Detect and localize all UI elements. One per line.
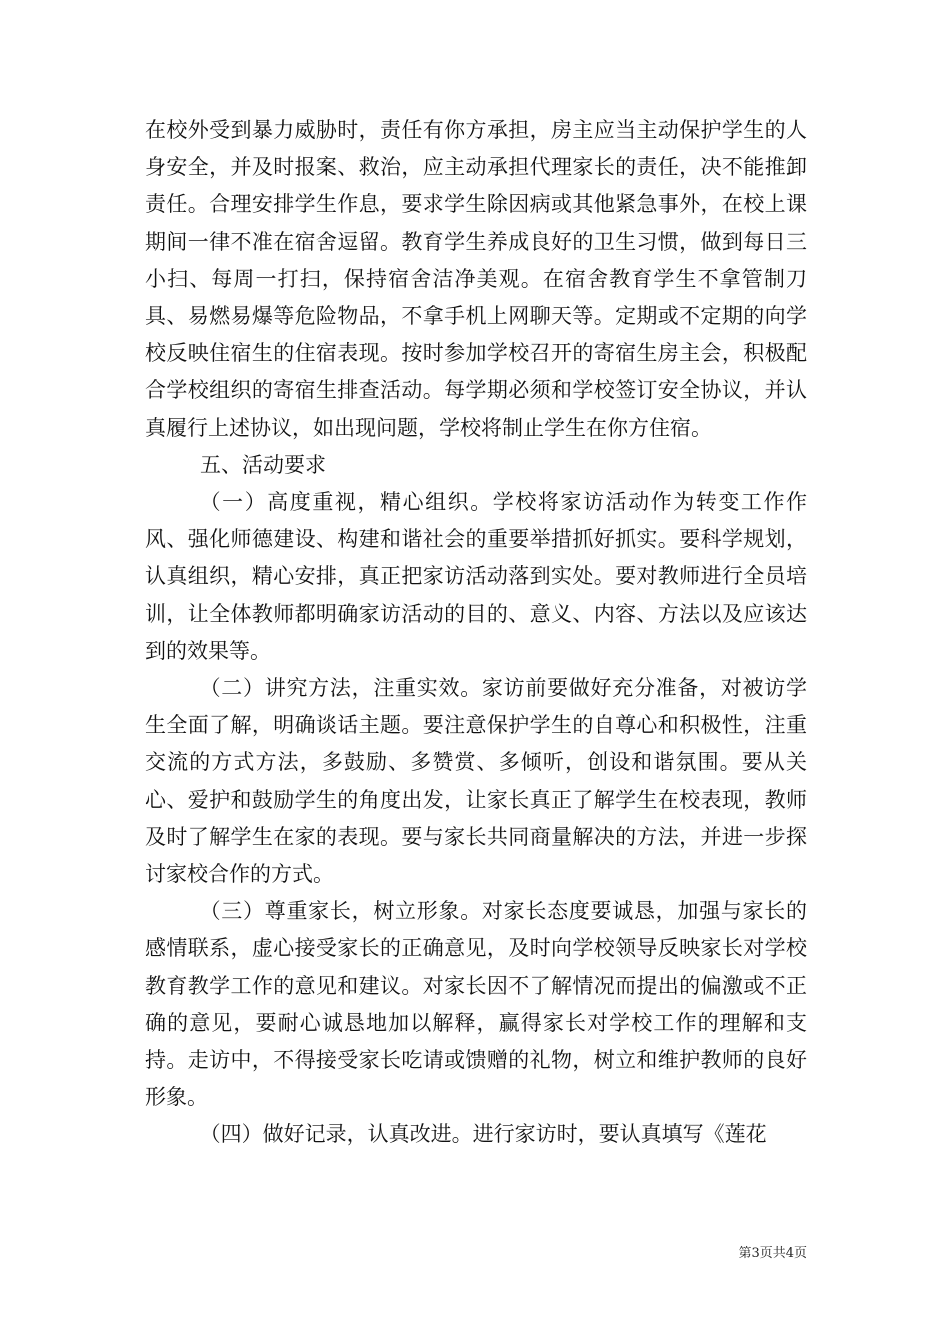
paragraph-item-2: （二）讲究方法，注重实效。家访前要做好充分准备，对被访学生全面了解，明确谈话主题。要注意保护学生的自尊心和积极性，注重交流的方式方法，多鼓励、多赞赏、多倾听，创设和谐氛围。要从关心、爱护和鼓励学生的角度出发，让家长真正了解学生在校表现，教师及时了解学生在家的表现。要与家长共同商量解决的方法，并进一步探讨家校合作的方式。 <box>145 676 807 887</box>
page-number-footer: 第3页共4页 <box>738 1246 807 1261</box>
paragraph-continuation: 在校外受到暴力威胁时，责任有你方承担，房主应当主动保护学生的人身安全，并及时报案、救治，应主动承担代理家长的责任，决不能推卸责任。合理安排学生作息，要求学生除因病或其他紧急事外，在校上课期间一律不准在宿舍逗留。教育学生养成良好的卫生习惯，做到每日三小扫、每周一打扫，保持宿舍洁净美观。在宿舍教育学生不拿管制刀具、易燃易爆等危险物品，不拿手机上网聊天等。定期或不定期的向学校反映住宿生的住宿表现。按时参加学校召开的寄宿生房主会，积极配合学校组织的寄宿生排查活动。每学期必须和学校签订安全协议，并认真履行上述协议，如出现问题，学校将制止学生在你方住宿。 <box>145 118 807 440</box>
paragraph-item-1: （一）高度重视，精心组织。学校将家访活动作为转变工作作风、强化师德建设、构建和谐社会的重要举措抓好抓实。要科学规划，认真组织，精心安排，真正把家访活动落到实处。要对教师进行全员培训，让全体教师都明确家访活动的目的、意义、内容、方法以及应该达到的效果等。 <box>145 490 807 663</box>
document-body <box>145 112 807 1154</box>
paragraph-item-3: （三）尊重家长，树立形象。对家长态度要诚恳，加强与家长的感情联系，虚心接受家长的正确意见，及时向学校领导反映家长对学校教育教学工作的意见和建议。对家长因不了解情况而提出的偏激或不正确的意见，要耐心诚恳地加以解释，赢得家长对学校工作的理解和支持。走访中，不得接受家长吃请或馈赠的礼物，树立和维护教师的良好形象。 <box>145 899 807 1110</box>
section-heading-activity-requirements: 五、活动要求 <box>200 452 326 477</box>
paragraph-item-4: （四）做好记录，认真改进。进行家访时，要认真填写《莲花 <box>199 1122 767 1147</box>
